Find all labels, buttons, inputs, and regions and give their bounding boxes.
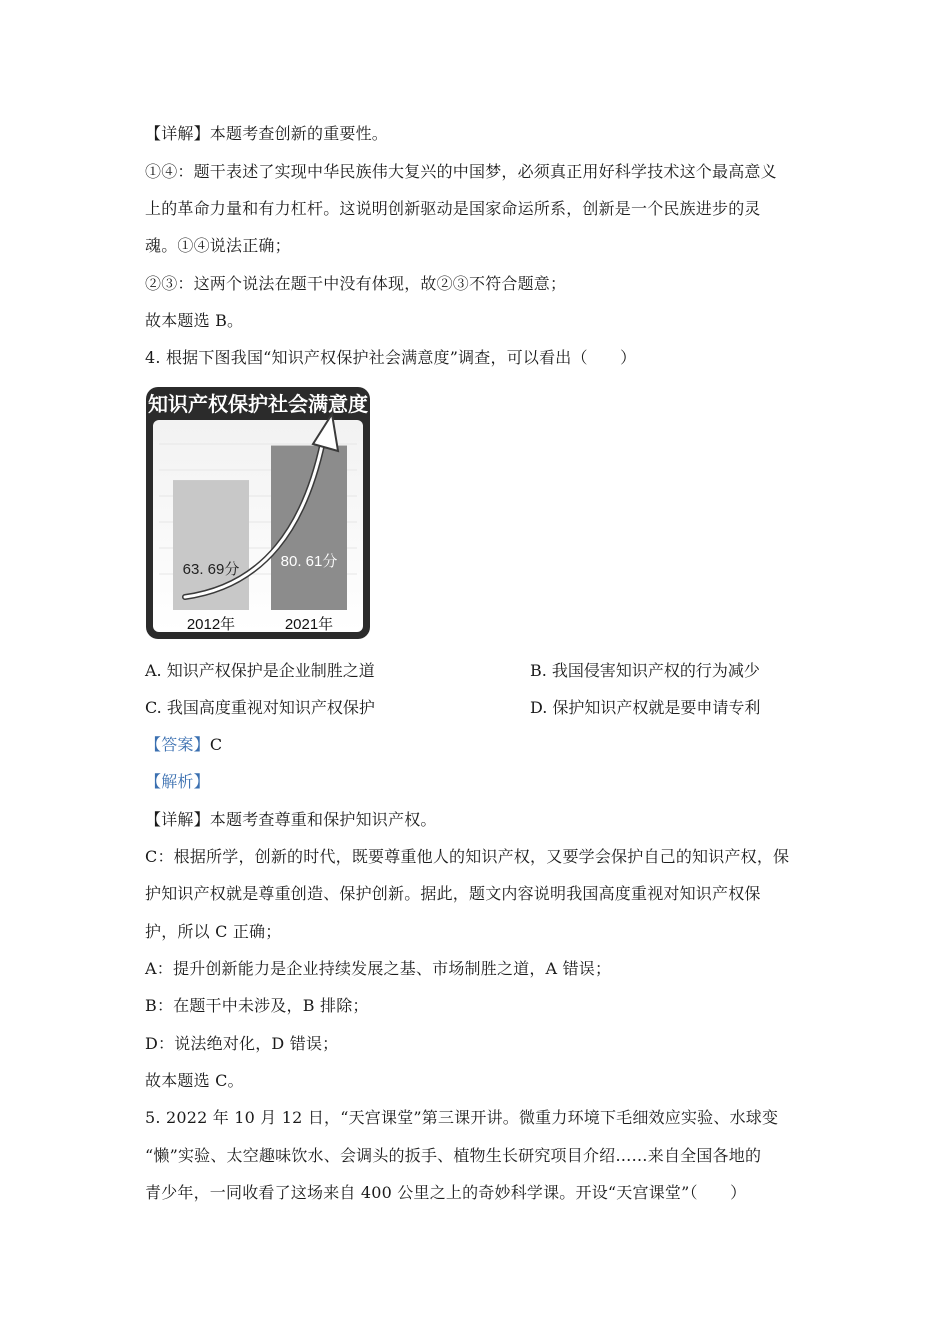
q4-analysis-label: 【解析】 <box>145 772 210 791</box>
q3-analysis-line-2: 上的革命力量和有力杠杆。这说明创新驱动是国家命运所系，创新是一个民族进步的灵 <box>145 199 761 218</box>
q4-d-line: D：说法绝对化，D 错误； <box>145 1034 339 1053</box>
chart-svg <box>145 386 371 640</box>
q4-option-d: D. 保护知识产权就是要申请专利 <box>530 698 761 717</box>
q3-detail-heading: 【详解】本题考查创新的重要性。 <box>145 124 389 143</box>
q5-stem-line-2: “懒”实验、太空趣味饮水、会调头的扳手、植物生长研究项目介绍……来自全国各地的 <box>145 1146 762 1165</box>
q4-c-line-1: C：根据所学，创新的时代，既要尊重他人的知识产权，又要学会保护自己的知识产权，保 <box>145 847 790 866</box>
x-tick-label: 2021年 <box>284 616 334 633</box>
q3-analysis-line-3: 魂。①④说法正确； <box>145 236 291 255</box>
q4-a-line: A：提升创新能力是企业持续发展之基、市场制胜之道，A 错误； <box>145 959 612 978</box>
q4-answer <box>145 735 222 755</box>
q4-option-b: B. 我国侵害知识产权的行为减少 <box>530 661 760 680</box>
q4-c-line-3: 护，所以 C 正确； <box>145 922 282 941</box>
bar-value-label: 63. 69分 <box>182 561 240 578</box>
bar-value-label: 80. 61分 <box>280 553 338 570</box>
x-tick-label: 2012年 <box>186 616 236 633</box>
q4-stem: 4. 根据下图我国“知识产权保护社会满意度”调查，可以看出（ ） <box>145 348 637 367</box>
satisfaction-chart <box>145 386 371 640</box>
answer-label: 【答案】 <box>145 735 210 754</box>
q3-conclusion: 故本题选 B。 <box>145 311 244 330</box>
q4-option-c: C. 我国高度重视对知识产权保护 <box>145 698 375 717</box>
q4-conclusion: 故本题选 C。 <box>145 1071 244 1090</box>
chart-title: 知识产权保护社会满意度 <box>148 394 368 416</box>
bar-2021年 <box>271 446 347 610</box>
q4-c-line-2: 护知识产权就是尊重创造、保护创新。据此，题文内容说明我国高度重视对知识产权保 <box>145 884 761 903</box>
q3-analysis-line-1: ①④：题干表述了实现中华民族伟大复兴的中国梦，必须真正用好科学技术这个最高意义 <box>145 162 777 181</box>
q3-analysis-line-4: ②③：这两个说法在题干中没有体现，故②③不符合题意； <box>145 274 567 293</box>
q5-stem-line-1: 5. 2022 年 10 月 12 日，“天宫课堂”第三课开讲。微重力环境下毛细效应实验、水球变 <box>145 1108 779 1127</box>
q5-stem-line-3: 青少年，一同收看了这场来自 400 公里之上的奇妙科学课。开设“天宫课堂”（ ） <box>145 1183 747 1202</box>
q4-option-a: A. 知识产权保护是企业制胜之道 <box>145 661 375 680</box>
q4-b-line: B：在题干中未涉及，B 排除； <box>145 996 369 1015</box>
answer-value: C <box>209 735 223 754</box>
q4-detail-heading: 【详解】本题考查尊重和保护知识产权。 <box>145 810 437 829</box>
